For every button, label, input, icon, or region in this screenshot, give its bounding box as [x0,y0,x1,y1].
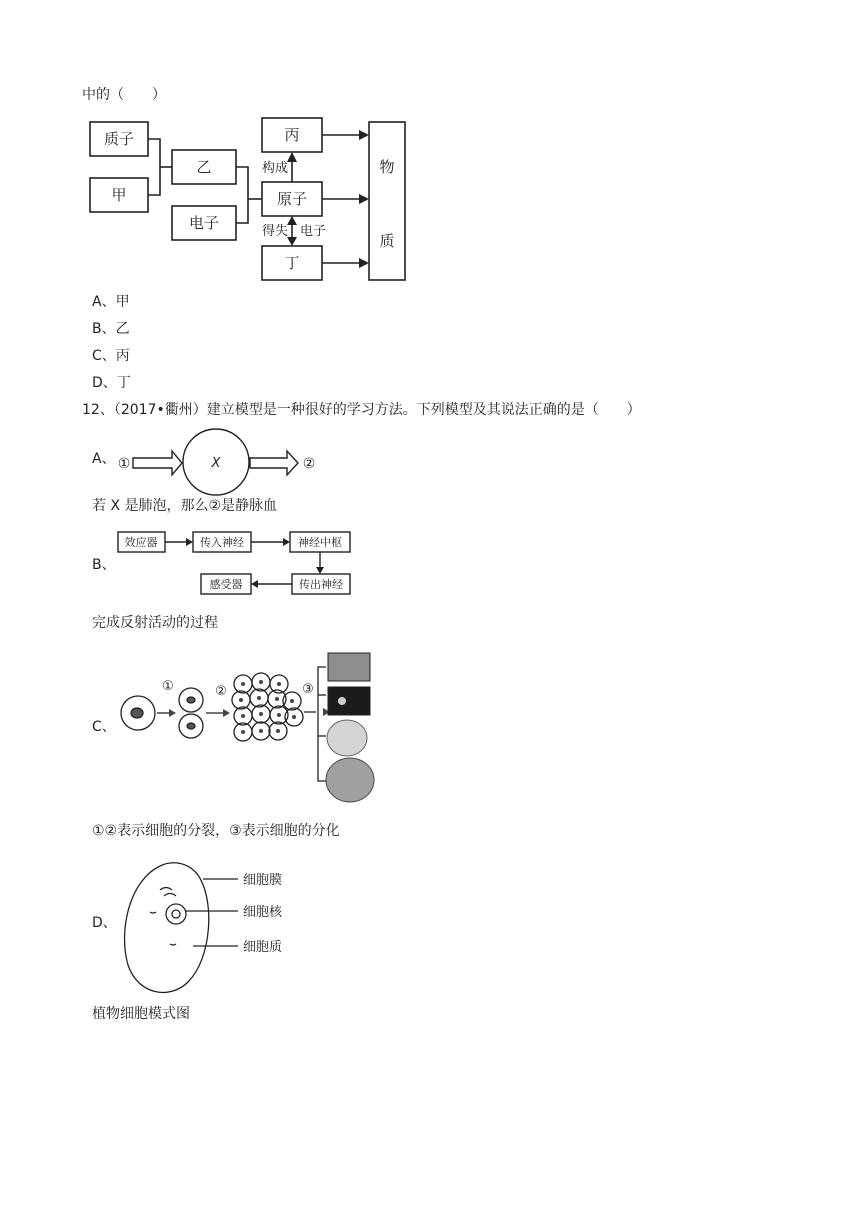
intro-text: 中的（ ） [82,87,166,103]
proton-box: 质子 [103,130,135,148]
nerve-center-box: 神经中枢 [298,536,342,549]
deshi-label: 得失 [262,224,289,239]
cell-nucleus-label: 细胞核 [243,905,283,920]
dianzi-label: 电子 [300,224,327,239]
step-1-marker: ① [162,679,174,694]
substance-char-1: 物 [379,158,395,176]
option-c-caption: ①②表示细胞的分裂，③表示细胞的分化 [92,823,340,839]
arrow-start-marker: ① [117,456,131,472]
step-3-marker: ③ [302,682,314,697]
option-d-label: D、 [92,915,117,931]
option-b-label: B、 [92,557,116,573]
option-a-caption: 若 X 是肺泡，那么②是静脉血 [92,498,278,514]
effector-box: 效应器 [124,536,158,549]
option-d: D、丁 [92,375,131,391]
goucheng-label: 构成 [262,161,289,176]
step-2-marker: ② [215,684,227,699]
option-a-label: A、 [92,451,116,467]
option-c-label: C、 [92,719,116,735]
question-12-stem: 12、（2017•衢州）建立模型是一种很好的学习方法。下列模型及其说法正确的是（ ） [82,402,641,418]
afferent-nerve-box: 传入神经 [200,536,244,549]
alveolus-x-label: X [211,456,221,471]
option-c: C、丙 [92,348,130,364]
cytoplasm-label: 细胞质 [243,940,283,955]
cell-membrane-label: 细胞膜 [243,873,283,888]
option-b: B、乙 [92,321,130,337]
option-b-caption: 完成反射活动的过程 [92,615,218,631]
jia-box: 甲 [111,186,127,204]
electron-box: 电子 [188,214,220,232]
atom-box: 原子 [276,190,308,208]
efferent-nerve-box: 传出神经 [299,578,343,591]
yi-box: 乙 [196,158,212,176]
receptor-box: 感受器 [209,578,243,591]
option-a: A、甲 [92,294,130,310]
option-d-caption: 植物细胞模式图 [92,1006,190,1022]
ding-box: 丁 [284,254,300,272]
substance-char-2: 质 [379,232,395,250]
arrow-end-marker: ② [302,456,316,472]
bing-box: 丙 [284,126,300,144]
